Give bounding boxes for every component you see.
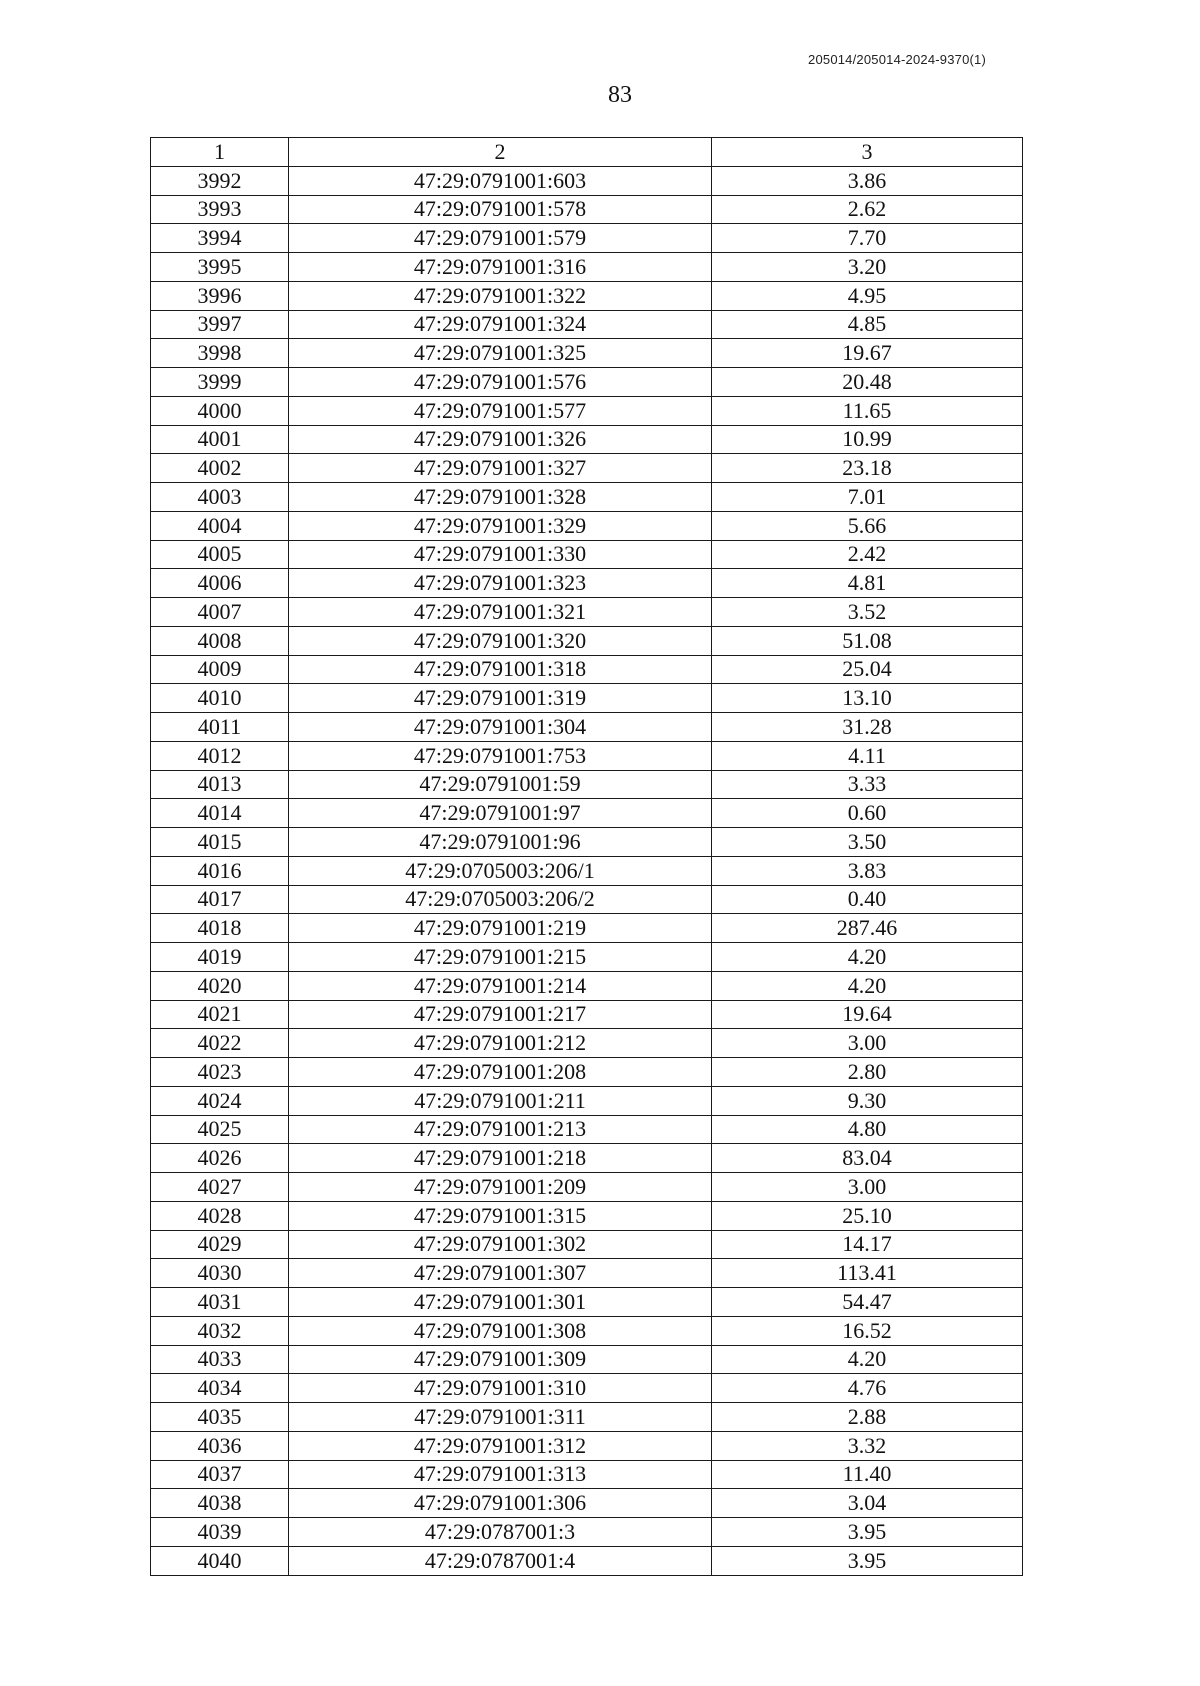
row-number-cell: 4005 [151,540,289,569]
cadastral-number-cell: 47:29:0705003:206/2 [289,885,712,914]
area-cell: 0.40 [712,885,1023,914]
cadastral-number-cell: 47:29:0791001:301 [289,1288,712,1317]
table-row [151,1058,1023,1087]
row-number-cell: 4038 [151,1489,289,1518]
row-number-cell: 4011 [151,713,289,742]
area-cell: 19.67 [712,339,1023,368]
row-number-cell: 3997 [151,310,289,339]
area-cell: 287.46 [712,914,1023,943]
header-row [151,138,1023,167]
cadastral-number-cell: 47:29:0791001:313 [289,1460,712,1489]
row-number-cell: 4033 [151,1345,289,1374]
row-number-cell: 4016 [151,856,289,885]
cadastral-number-cell: 47:29:0791001:329 [289,511,712,540]
table-row [151,224,1023,253]
row-number-cell: 4012 [151,741,289,770]
row-number-cell: 4006 [151,569,289,598]
row-number-cell: 3999 [151,368,289,397]
area-cell: 3.86 [712,166,1023,195]
area-cell: 3.33 [712,770,1023,799]
row-number-cell: 3994 [151,224,289,253]
table-row [151,368,1023,397]
row-number-cell: 4026 [151,1144,289,1173]
cadastral-number-cell: 47:29:0791001:218 [289,1144,712,1173]
table-row [151,1201,1023,1230]
area-cell: 3.20 [712,253,1023,282]
area-cell: 31.28 [712,713,1023,742]
column-header-1: 1 [151,138,289,167]
cadastral-number-cell: 47:29:0791001:579 [289,224,712,253]
area-cell: 2.42 [712,540,1023,569]
area-cell: 7.70 [712,224,1023,253]
cadastral-number-cell: 47:29:0791001:209 [289,1173,712,1202]
cadastral-number-cell: 47:29:0791001:325 [289,339,712,368]
cadastral-number-cell: 47:29:0791001:315 [289,1201,712,1230]
table-row [151,483,1023,512]
row-number-cell: 4034 [151,1374,289,1403]
cadastral-number-cell: 47:29:0791001:215 [289,943,712,972]
row-number-cell: 3996 [151,281,289,310]
row-number-cell: 4001 [151,425,289,454]
row-number-cell: 4037 [151,1460,289,1489]
parcel-table [150,137,1023,1576]
area-cell: 4.20 [712,971,1023,1000]
cadastral-number-cell: 47:29:0791001:753 [289,741,712,770]
table-row [151,166,1023,195]
cadastral-number-cell: 47:29:0791001:307 [289,1259,712,1288]
cadastral-number-cell: 47:29:0791001:217 [289,1000,712,1029]
table-row [151,971,1023,1000]
row-number-cell: 4036 [151,1431,289,1460]
cadastral-number-cell: 47:29:0791001:328 [289,483,712,512]
area-cell: 3.83 [712,856,1023,885]
cadastral-number-cell: 47:29:0791001:219 [289,914,712,943]
area-cell: 14.17 [712,1230,1023,1259]
cadastral-number-cell: 47:29:0791001:312 [289,1431,712,1460]
row-number-cell: 4029 [151,1230,289,1259]
area-cell: 2.80 [712,1058,1023,1087]
table-row [151,1431,1023,1460]
cadastral-number-cell: 47:29:0791001:310 [289,1374,712,1403]
table-row [151,454,1023,483]
table-row [151,1345,1023,1374]
row-number-cell: 4009 [151,655,289,684]
table-row [151,339,1023,368]
cadastral-number-cell: 47:29:0791001:96 [289,828,712,857]
row-number-cell: 3993 [151,195,289,224]
area-cell: 54.47 [712,1288,1023,1317]
table-row [151,195,1023,224]
area-cell: 25.04 [712,655,1023,684]
row-number-cell: 4017 [151,885,289,914]
cadastral-number-cell: 47:29:0791001:321 [289,598,712,627]
row-number-cell: 4031 [151,1288,289,1317]
row-number-cell: 4003 [151,483,289,512]
row-number-cell: 4035 [151,1403,289,1432]
area-cell: 3.52 [712,598,1023,627]
row-number-cell: 4013 [151,770,289,799]
area-cell: 4.11 [712,741,1023,770]
table-row [151,1518,1023,1547]
table-row [151,1029,1023,1058]
row-number-cell: 4032 [151,1316,289,1345]
area-cell: 4.20 [712,1345,1023,1374]
area-cell: 10.99 [712,425,1023,454]
table-row [151,1144,1023,1173]
row-number-cell: 4023 [151,1058,289,1087]
area-cell: 2.62 [712,195,1023,224]
area-cell: 11.40 [712,1460,1023,1489]
table-row [151,1259,1023,1288]
table-row [151,943,1023,972]
table-row [151,914,1023,943]
row-number-cell: 4014 [151,799,289,828]
table-row [151,1374,1023,1403]
table-row [151,828,1023,857]
cadastral-number-cell: 47:29:0791001:326 [289,425,712,454]
cadastral-number-cell: 47:29:0791001:576 [289,368,712,397]
table-row [151,1316,1023,1345]
area-cell: 4.76 [712,1374,1023,1403]
area-cell: 20.48 [712,368,1023,397]
table-row [151,253,1023,282]
cadastral-number-cell: 47:29:0791001:59 [289,770,712,799]
area-cell: 7.01 [712,483,1023,512]
table-row [151,799,1023,828]
page-number: 83 [608,82,632,108]
row-number-cell: 4024 [151,1086,289,1115]
cadastral-number-cell: 47:29:0791001:577 [289,396,712,425]
row-number-cell: 4007 [151,598,289,627]
area-cell: 3.32 [712,1431,1023,1460]
table-body [151,166,1023,1575]
area-cell: 51.08 [712,626,1023,655]
cadastral-number-cell: 47:29:0791001:211 [289,1086,712,1115]
area-cell: 13.10 [712,684,1023,713]
cadastral-number-cell: 47:29:0791001:320 [289,626,712,655]
cadastral-number-cell: 47:29:0791001:302 [289,1230,712,1259]
area-cell: 4.80 [712,1115,1023,1144]
cadastral-number-cell: 47:29:0791001:318 [289,655,712,684]
table-row [151,885,1023,914]
area-cell: 3.00 [712,1029,1023,1058]
area-cell: 3.00 [712,1173,1023,1202]
area-cell: 83.04 [712,1144,1023,1173]
table-row [151,1115,1023,1144]
area-cell: 2.88 [712,1403,1023,1432]
row-number-cell: 4004 [151,511,289,540]
row-number-cell: 4010 [151,684,289,713]
row-number-cell: 4008 [151,626,289,655]
column-header-3: 3 [712,138,1023,167]
cadastral-number-cell: 47:29:0791001:322 [289,281,712,310]
area-cell: 4.81 [712,569,1023,598]
table-row [151,684,1023,713]
table-row [151,511,1023,540]
table-row [151,540,1023,569]
table-row [151,1173,1023,1202]
table-row [151,655,1023,684]
row-number-cell: 3992 [151,166,289,195]
cadastral-number-cell: 47:29:0791001:97 [289,799,712,828]
row-number-cell: 4039 [151,1518,289,1547]
cadastral-number-cell: 47:29:0791001:330 [289,540,712,569]
table-row [151,626,1023,655]
area-cell: 3.95 [712,1518,1023,1547]
row-number-cell: 4030 [151,1259,289,1288]
row-number-cell: 4020 [151,971,289,1000]
row-number-cell: 4018 [151,914,289,943]
table-row [151,1086,1023,1115]
area-cell: 19.64 [712,1000,1023,1029]
table-header [151,138,1023,167]
table-row [151,856,1023,885]
area-cell: 5.66 [712,511,1023,540]
cadastral-number-cell: 47:29:0791001:316 [289,253,712,282]
table-row [151,396,1023,425]
table-row [151,425,1023,454]
area-cell: 4.20 [712,943,1023,972]
cadastral-number-cell: 47:29:0791001:304 [289,713,712,742]
area-cell: 113.41 [712,1259,1023,1288]
row-number-cell: 3998 [151,339,289,368]
row-number-cell: 4019 [151,943,289,972]
row-number-cell: 4025 [151,1115,289,1144]
area-cell: 3.04 [712,1489,1023,1518]
cadastral-number-cell: 47:29:0791001:306 [289,1489,712,1518]
table-row [151,1546,1023,1575]
table-row [151,1460,1023,1489]
table-row [151,741,1023,770]
area-cell: 3.50 [712,828,1023,857]
area-cell: 4.85 [712,310,1023,339]
cadastral-number-cell: 47:29:0705003:206/1 [289,856,712,885]
table-row [151,1288,1023,1317]
cadastral-number-cell: 47:29:0791001:311 [289,1403,712,1432]
cadastral-number-cell: 47:29:0791001:208 [289,1058,712,1087]
row-number-cell: 4027 [151,1173,289,1202]
table-row [151,1489,1023,1518]
row-number-cell: 4002 [151,454,289,483]
table-row [151,1000,1023,1029]
area-cell: 25.10 [712,1201,1023,1230]
row-number-cell: 4015 [151,828,289,857]
cadastral-number-cell: 47:29:0791001:327 [289,454,712,483]
cadastral-number-cell: 47:29:0791001:214 [289,971,712,1000]
cadastral-number-cell: 47:29:0787001:3 [289,1518,712,1547]
cadastral-number-cell: 47:29:0791001:324 [289,310,712,339]
area-cell: 23.18 [712,454,1023,483]
area-cell: 9.30 [712,1086,1023,1115]
cadastral-number-cell: 47:29:0791001:212 [289,1029,712,1058]
row-number-cell: 4040 [151,1546,289,1575]
column-header-2: 2 [289,138,712,167]
area-cell: 11.65 [712,396,1023,425]
table-row [151,770,1023,799]
table-row [151,310,1023,339]
table-row [151,713,1023,742]
table-row [151,598,1023,627]
cadastral-number-cell: 47:29:0791001:319 [289,684,712,713]
cadastral-number-cell: 47:29:0791001:578 [289,195,712,224]
row-number-cell: 4021 [151,1000,289,1029]
table-row [151,281,1023,310]
cadastral-number-cell: 47:29:0791001:213 [289,1115,712,1144]
document-id: 205014/205014-2024-9370(1) [808,52,986,67]
area-cell: 16.52 [712,1316,1023,1345]
cadastral-number-cell: 47:29:0791001:308 [289,1316,712,1345]
cadastral-number-cell: 47:29:0791001:323 [289,569,712,598]
row-number-cell: 3995 [151,253,289,282]
area-cell: 0.60 [712,799,1023,828]
cadastral-number-cell: 47:29:0787001:4 [289,1546,712,1575]
row-number-cell: 4022 [151,1029,289,1058]
table-row [151,1230,1023,1259]
row-number-cell: 4000 [151,396,289,425]
row-number-cell: 4028 [151,1201,289,1230]
cadastral-number-cell: 47:29:0791001:309 [289,1345,712,1374]
area-cell: 4.95 [712,281,1023,310]
area-cell: 3.95 [712,1546,1023,1575]
table-row [151,569,1023,598]
table-row [151,1403,1023,1432]
cadastral-number-cell: 47:29:0791001:603 [289,166,712,195]
